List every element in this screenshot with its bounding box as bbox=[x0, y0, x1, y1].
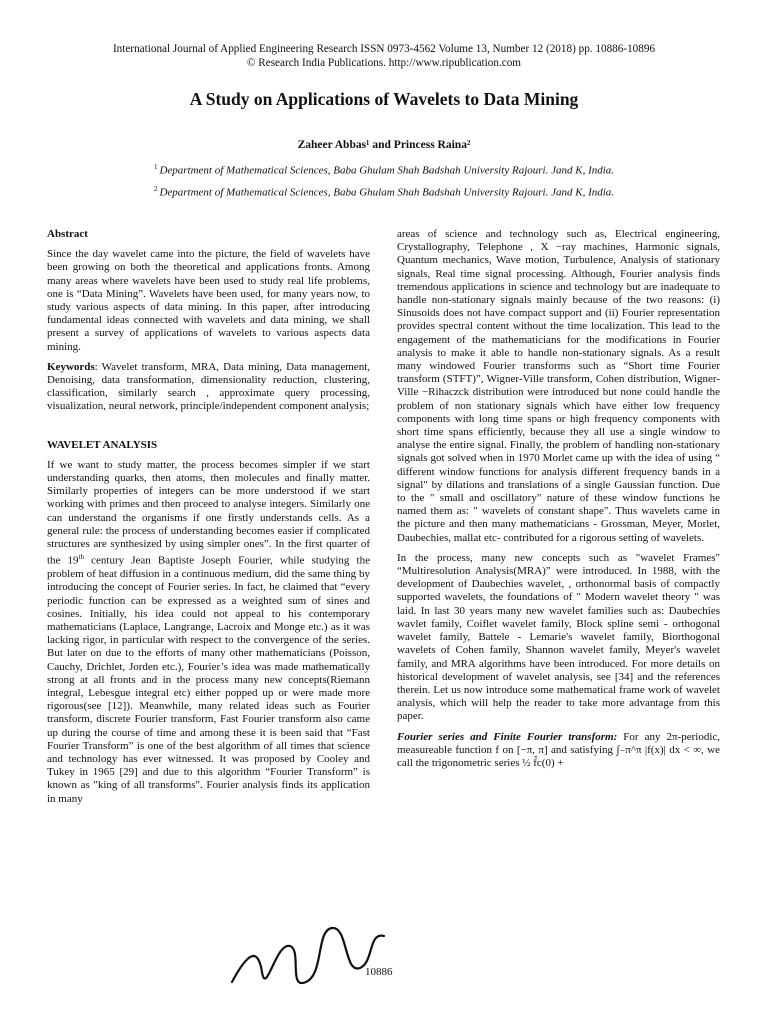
abstract-heading: Abstract bbox=[47, 228, 88, 240]
fourier-series-paragraph bbox=[397, 731, 720, 771]
paragraph-part: century Jean Baptiste Joseph Fourier, while studying the problem of heat diffusion in a continuous medium, did the same thing by introducing the concept of Fourier series. In fact, he claimed that “every periodic function can be expressed as a weighted sum of sines and cosines. Initially, his idea could not appeal to his contemporary mathematicians (Laplace, Langrange, Lacroix and Monge etc.) as it was lacking rigor, in particular with respect to the convergence of the series. But later on due to the efforts of many other mathematicians (Poisson, Cauchy, Drichlet, Jorden etc.), Fourier’s idea was made mathematically strong at all fronts and in the process many new concepts(Riemann integral, Lebesgue integral etc) either popped up or were made more rigorous(see [12]). Meanwhile, many related ideas such as Fourier transform, discrete Fourier transform, Fast Fourier transform also came up during the course of time and among these it is been said that “Fast Fourier Transform” is one of the best algorithm of all times that science and technology has ever witnessed. It was proposed by Cooley and Tukey in 1965 [29] and due to this algorithm “Fourier Transform” is known as "king of all transforms". Fourier analysis finds its application in many bbox=[47, 554, 370, 805]
journal-header bbox=[0, 42, 768, 70]
left-column bbox=[47, 228, 370, 806]
affiliation-2 bbox=[0, 185, 768, 199]
wavelet-analysis-heading: WAVELET ANALYSIS bbox=[47, 438, 158, 451]
fourier-series-label: Fourier series and Finite Fourier transform: bbox=[397, 730, 618, 743]
journal-line: International Journal of Applied Engineering Research ISSN 0973-4562 Volume 13, Number 12 (2018) pp. 10886-10896 bbox=[112, 43, 656, 55]
affiliation-text: Department of Mathematical Sciences, Baba Ghulam Shah Badshah University Rajouri. Jand K, India. bbox=[159, 164, 615, 177]
fourier-series-text: For any 2π-periodic, measureable function f on [−π, π] and satisfying ∫₋π^π |f(x)| dx < ∞, we call the trigonometric series ½ f̂c(0) + bbox=[397, 730, 721, 769]
page-number: 10886 bbox=[365, 966, 393, 978]
publisher-line: © Research India Publications. http://www.ripublication.com bbox=[246, 57, 522, 69]
affiliation-number: 1 bbox=[153, 163, 158, 171]
authors: Zaheer Abbas¹ and Princess Raina² bbox=[297, 139, 471, 151]
keywords-label: Keywords bbox=[47, 360, 95, 373]
keywords bbox=[47, 361, 370, 414]
right-column bbox=[397, 228, 720, 770]
affiliation-text: Department of Mathematical Sciences, Baba Ghulam Shah Badshah University Rajouri. Jand K, India. bbox=[159, 186, 615, 199]
history-paragraph: areas of science and technology such as, Electrical engineering, Crystallography, Telephone , X −ray machines, Harmonic signals, Quantum mechanics, Wave motion, Turbulence, Analysis of stationary signals, Real time signal processing. Although, Fourier analysis finds tremendous applications in science and technology but are inadequate to handle non-stationary signals mainly because of the two reasons: (i) Sinusoids does not have compact support and (ii) Fourier representation provides spectral content without the time localization. This lead to the engagement of the mathematicians for the modifications in Fourier analysis to make it able to handle non-stationary signals. As a result many windowed Fourier transforms such as “Short time Fourier transform (STFT)”, Wigner-Ville transform, Cohen distribution, Wigner-Ville −Rihaczck distribution were introduced but none could handle the problem of non stationary signals which have either low frequency components with long time spans or high frequency components with short time spans efficiently, because they all use a single window to analyse the entire signal. Finally, the problem of handling non-stationary signals got solved when in 1970 Morlet came up with the idea of using “ different window functions for analysis different frequency bands in a signal" by dilations and translations of a single Gaussian function. Due to the " small and oscillatory" nature of these window functions he named them as: " wavelets of constant shape". Thus wavelets came in the picture and then many mathematicians - Grossman, Meyer, Morlet, Daubechies, mallat etc- contributed for a rigorous setting of wavelets. bbox=[397, 228, 720, 544]
paper-title: A Study on Applications of Wavelets to Data Mining bbox=[189, 89, 579, 109]
affiliation-1 bbox=[0, 163, 768, 177]
paragraph-part: If we want to study matter, the process becomes simpler if we start understanding quarks, then atoms, then molecules and finally matter. Similarly properties of integers can be more understood if we start working with primes and then proceed to analyse integers. Similarly one can understand the organisms if one firstly understands cells. As a general rule: the process of understanding becomes easier if complicated structures are synthesized by using simpler ones”. In the first quarter of the 19 bbox=[47, 458, 370, 567]
affiliation-number: 2 bbox=[153, 185, 158, 193]
keywords-text: : Wavelet transform, MRA, Data mining, Data management, Denoising, data transformation, dimensionality reduction, clustering, classification, similarly search , approximate query processing, visualization, neural network, principle/independent component analysis; bbox=[47, 360, 370, 413]
wavelet-families-paragraph: In the process, many new concepts such as "wavelet Frames" “Multiresolution Analysis(MRA)” were introduced. In 1988, with the development of Daubechies wavelet, , orthonormal basis of compactly supported wavelets, the foundations of " Modern wavelet theory " was laid. In last 30 years many new wavelet families such as: Daubechies wavlet family, Coiflet wavelet family, Block spline semi - orthogonal wavelet family, Battele - Lemarie's wavelet family, Biorthogonal wavelets of Cohen family, Shannon wavelet family, Meyer's wavelet family, and MRA algorithms have been introduced. For more details on historical development of wavelet analysis, see [34] and the references therein. Let us now introduce some mathematical frame work of wavelet analysis, which will help the reader to take more advantage from this paper. bbox=[397, 551, 720, 723]
signature-scribble bbox=[228, 912, 388, 1002]
ordinal-superscript: th bbox=[78, 553, 85, 562]
wavelet-analysis-paragraph bbox=[47, 459, 370, 806]
abstract-body: Since the day wavelet came into the picture, the field of wavelets have been growing on both the theoretical and applications fronts. Among many areas where wavelets have been used to study real life problems, one is “Data Mining”. Wavelets have been used, for many years now, to study various aspects of data mining. In this paper, after introducing fundamental ideas connected with wavelets and data mining, we shall present a survey of applications of wavelets to various aspects data mining. bbox=[47, 248, 370, 353]
